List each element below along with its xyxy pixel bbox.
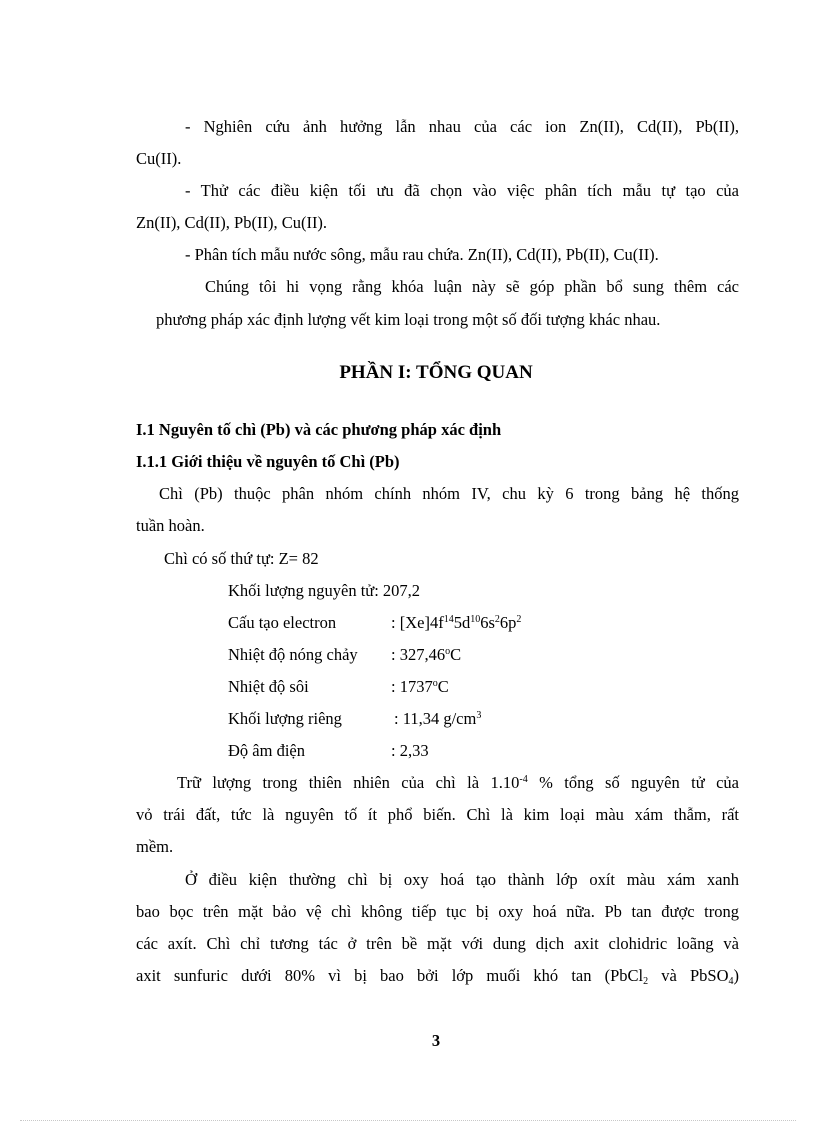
abundance-line-3: mềm. bbox=[136, 837, 174, 856]
melting-point-label: Nhiệt độ nóng chảy bbox=[228, 645, 358, 664]
objective-line-1: - Nghiên cứu ảnh hưởng lẫn nhau của các ion Zn(II), Cd(II), Pb(II), bbox=[185, 117, 739, 136]
part-title: PHẦN I: TỔNG QUAN bbox=[339, 362, 533, 383]
abundance-line-2: vỏ trái đất, tức là nguyên tố ít phổ biến. Chì là kim loại màu xám thẫm, rất bbox=[136, 805, 739, 824]
melting-point-value: : 327,46$^o$C bbox=[391, 645, 462, 664]
section-heading-1-1: I.1 Nguyên tố chì (Pb) và các phương pháp xác định bbox=[136, 420, 502, 439]
electron-config-label: Cấu tạo electron bbox=[228, 613, 337, 632]
objective-line-2: - Thử các điều kiện tối ưu đã chọn vào việc phân tích mẫu tự tạo của bbox=[185, 181, 739, 200]
intro-line-1: Chì (Pb) thuộc phân nhóm chính nhóm IV, chu kỳ 6 trong bảng hệ thống bbox=[159, 484, 739, 503]
objective-line-3: - Phân tích mẫu nước sông, mẫu rau chứa. Zn(II), Cd(II), Pb(II), Cu(II). bbox=[185, 245, 659, 264]
objective-line-2-cont: Zn(II), Cd(II), Pb(II), Cu(II). bbox=[136, 213, 328, 232]
atomic-number: Chì có số thứ tự: Z= 82 bbox=[164, 549, 319, 568]
boiling-point-label: Nhiệt độ sôi bbox=[228, 677, 309, 696]
hope-line-2: phương pháp xác định lượng vết kim loại trong một số đối tượng khác nhau. bbox=[156, 310, 661, 329]
oxidation-line-2: bao bọc trên mặt bảo vệ chì không tiếp tục bị oxy hoá nữa. Pb tan được trong bbox=[136, 902, 739, 921]
density-label: Khối lượng riêng bbox=[228, 709, 342, 728]
page-number: 3 bbox=[431, 1031, 441, 1050]
atomic-mass: Khối lượng nguyên tử: 207,2 bbox=[228, 581, 421, 600]
oxidation-line-1: Ở điều kiện thường chì bị oxy hoá tạo thành lớp oxít màu xám xanh bbox=[185, 870, 739, 889]
electronegativity-label: Độ âm điện bbox=[228, 741, 305, 760]
electronegativity-value: : 2,33 bbox=[391, 741, 429, 760]
objective-line-1-cont: Cu(II). bbox=[136, 149, 182, 168]
oxidation-line-3: các axít. Chì chỉ tương tác ở trên bề mặt với dung dịch axit clohidric loãng và bbox=[136, 934, 739, 953]
page-bottom-divider bbox=[20, 1120, 796, 1121]
hope-line-1: Chúng tôi hi vọng rằng khóa luận này sẽ góp phần bổ sung thêm các bbox=[205, 277, 739, 296]
section-heading-1-1-1: I.1.1 Giới thiệu về nguyên tố Chì (Pb) bbox=[136, 452, 400, 471]
density-value: : 11,34 $g/cm^3$ bbox=[394, 709, 482, 728]
oxidation-line-4: axit sunfuric dưới 80% vì bị bao bởi lớp muối khó tan (PbCl$_2$ và PbSO$_4$) bbox=[136, 966, 740, 987]
abundance-line-1: Trữ lượng trong thiên nhiên của chì là $1.10^{-4}$ % tổng số nguyên tử của bbox=[177, 773, 739, 792]
electron-config-value: : $[Xe]4f^{14}5d^{10}6s^26p^2$ bbox=[391, 613, 522, 632]
boiling-point-value: : 1737$^o$C bbox=[391, 677, 449, 696]
intro-line-2: tuần hoàn. bbox=[136, 516, 205, 535]
